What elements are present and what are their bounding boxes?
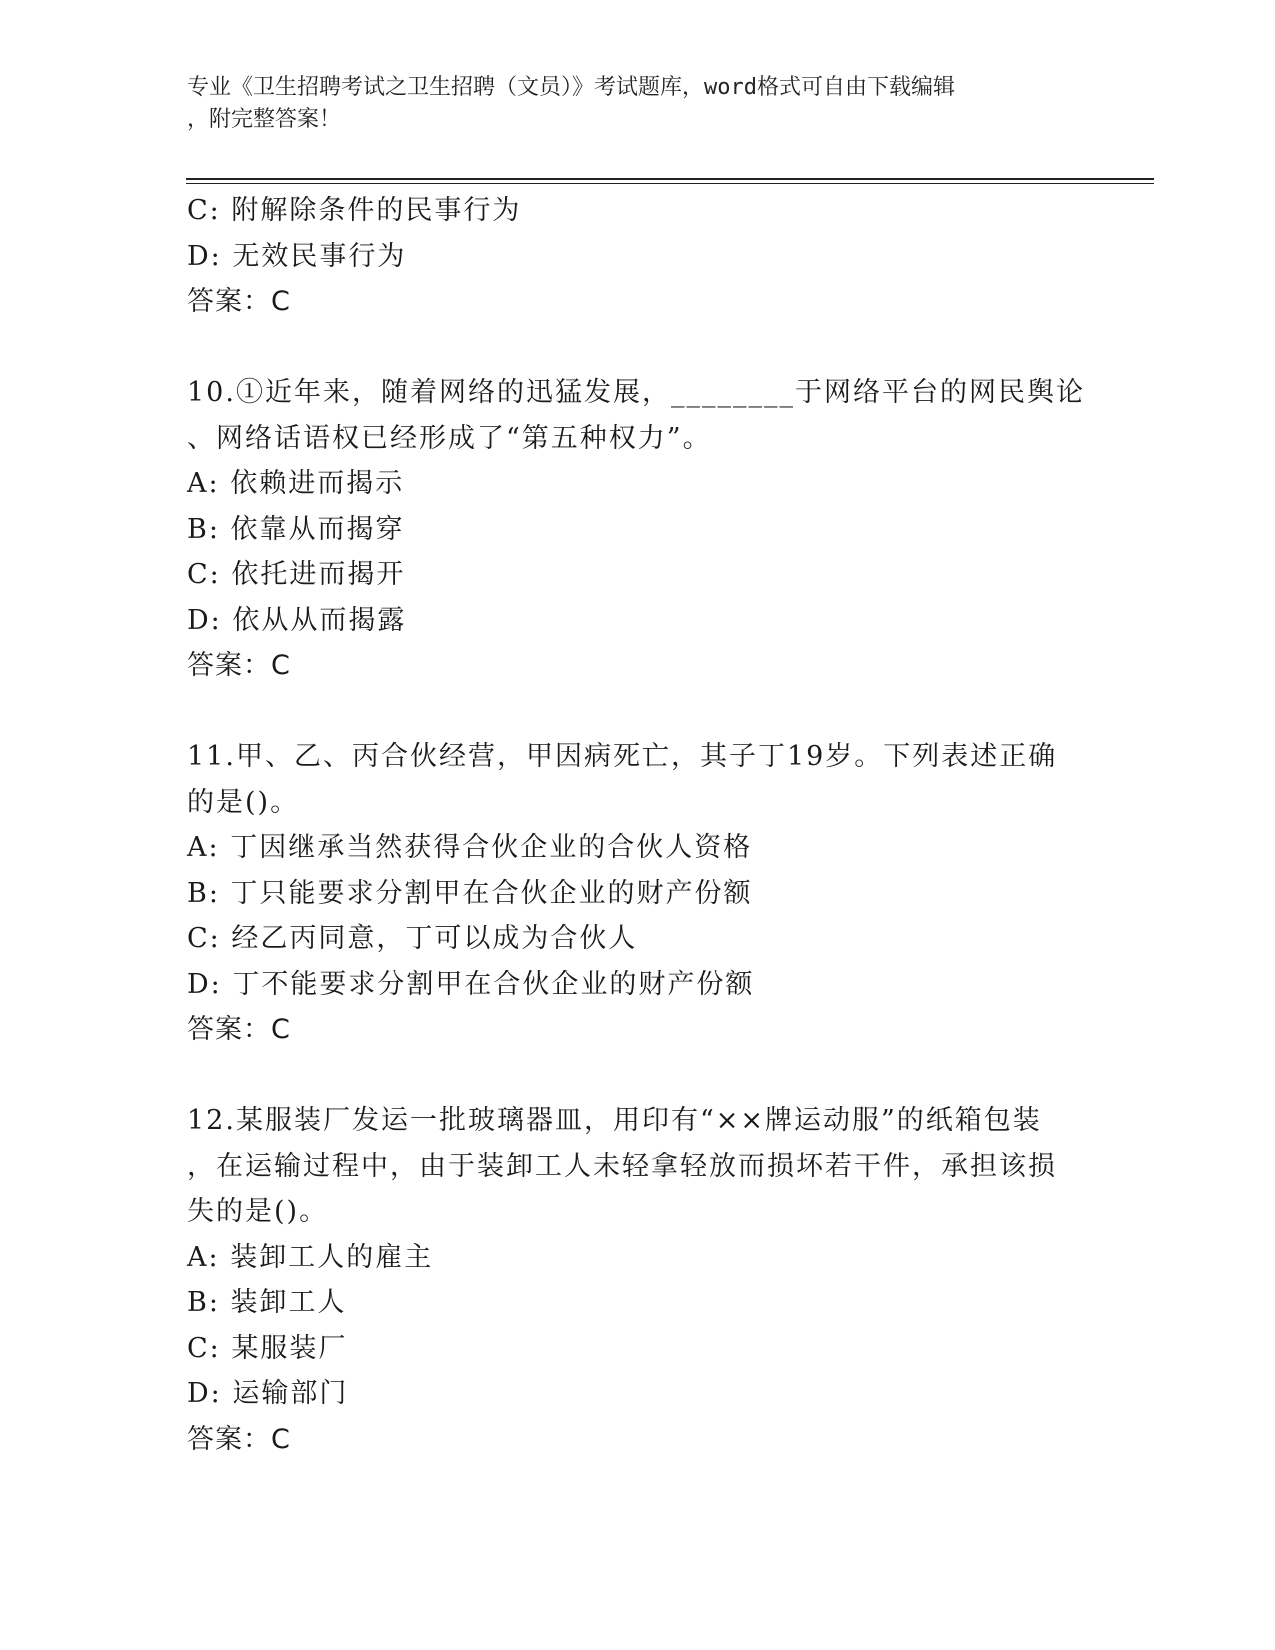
option-c — [187, 1326, 1087, 1372]
option-text: 运输部门 — [232, 1378, 349, 1409]
option-key: A: — [187, 1241, 220, 1273]
option-d — [187, 234, 1087, 280]
answer-line: 答案：C — [187, 286, 291, 317]
option-text: 附解除条件的民事行为 — [231, 195, 522, 226]
question-10 — [187, 370, 1087, 689]
option-text: 无效民事行为 — [232, 240, 407, 272]
header-divider-thick — [186, 178, 1154, 180]
option-b — [187, 507, 1087, 553]
answer-line: 答案：C — [187, 1423, 291, 1455]
option-text: 依赖进而揭示 — [230, 468, 405, 499]
option-d — [187, 598, 1087, 644]
option-text: 装卸工人 — [230, 1287, 347, 1318]
header-line-2: ，附完整答案！ — [187, 107, 342, 132]
option-key: D: — [187, 1378, 222, 1409]
option-key: C: — [187, 195, 221, 226]
option-b — [187, 1280, 1087, 1326]
option-text: 某服装厂 — [231, 1332, 348, 1364]
answer-line: 答案：C — [187, 1014, 291, 1045]
option-key: C: — [187, 559, 221, 590]
option-text: 装卸工人的雇主 — [230, 1241, 434, 1273]
option-text: 依从从而揭露 — [232, 604, 407, 636]
question-12 — [187, 1098, 1087, 1462]
option-c — [187, 552, 1087, 598]
option-text: 丁因继承当然获得合伙企业的合伙人资格 — [230, 832, 753, 863]
header-divider-thin — [186, 183, 1154, 184]
option-key: B: — [187, 877, 220, 909]
option-key: B: — [187, 513, 220, 545]
option-text: 经乙丙同意，丁可以成为合伙人 — [231, 923, 638, 954]
question-list — [187, 188, 1087, 1462]
option-key: C: — [187, 1332, 221, 1364]
option-key: D: — [187, 240, 222, 272]
option-a — [187, 1235, 1087, 1281]
option-a — [187, 461, 1087, 507]
option-d — [187, 1371, 1087, 1417]
question-stem-line: 的是()。 — [187, 786, 300, 818]
question-11 — [187, 734, 1087, 1053]
header-line-1: 专业《卫生招聘考试之卫生招聘（文员）》考试题库，word格式可自由下载编辑 — [187, 75, 955, 100]
option-text: 丁不能要求分割甲在合伙企业的财产份额 — [232, 968, 755, 1000]
option-a — [187, 825, 1087, 871]
option-c — [187, 916, 1087, 962]
option-key: A: — [187, 832, 220, 863]
question-stem-line: 11.甲、乙、丙合伙经营，甲因病死亡，其子丁19岁。下列表述正确 — [187, 741, 1058, 772]
option-c — [187, 188, 1087, 234]
question-stem-line: ，在运输过程中，由于装卸工人未轻拿轻放而损坏若干件，承担该损 — [187, 1150, 1057, 1182]
question-stem-line: 失的是()。 — [187, 1196, 329, 1227]
prev-question — [187, 188, 1087, 325]
question-stem-line: 12.某服装厂发运一批玻璃器皿，用印有“××牌运动服”的纸箱包装 — [187, 1105, 1042, 1136]
option-key: A: — [187, 468, 220, 499]
option-text: 依托进而揭开 — [231, 559, 406, 590]
option-key: C: — [187, 923, 221, 954]
option-b — [187, 871, 1087, 917]
question-stem-line: 10.①近年来，随着网络的迅猛发展，________于网络平台的网民舆论 — [187, 377, 1085, 408]
option-text: 丁只能要求分割甲在合伙企业的财产份额 — [230, 877, 753, 909]
page-header — [187, 72, 1067, 136]
option-d — [187, 962, 1087, 1008]
option-key: D: — [187, 968, 222, 1000]
option-key: D: — [187, 604, 222, 636]
answer-line: 答案：C — [187, 650, 291, 681]
question-stem-line: 、网络话语权已经形成了“第五种权力”。 — [187, 422, 712, 454]
option-text: 依靠从而揭穿 — [230, 513, 405, 545]
option-key: B: — [187, 1287, 220, 1318]
